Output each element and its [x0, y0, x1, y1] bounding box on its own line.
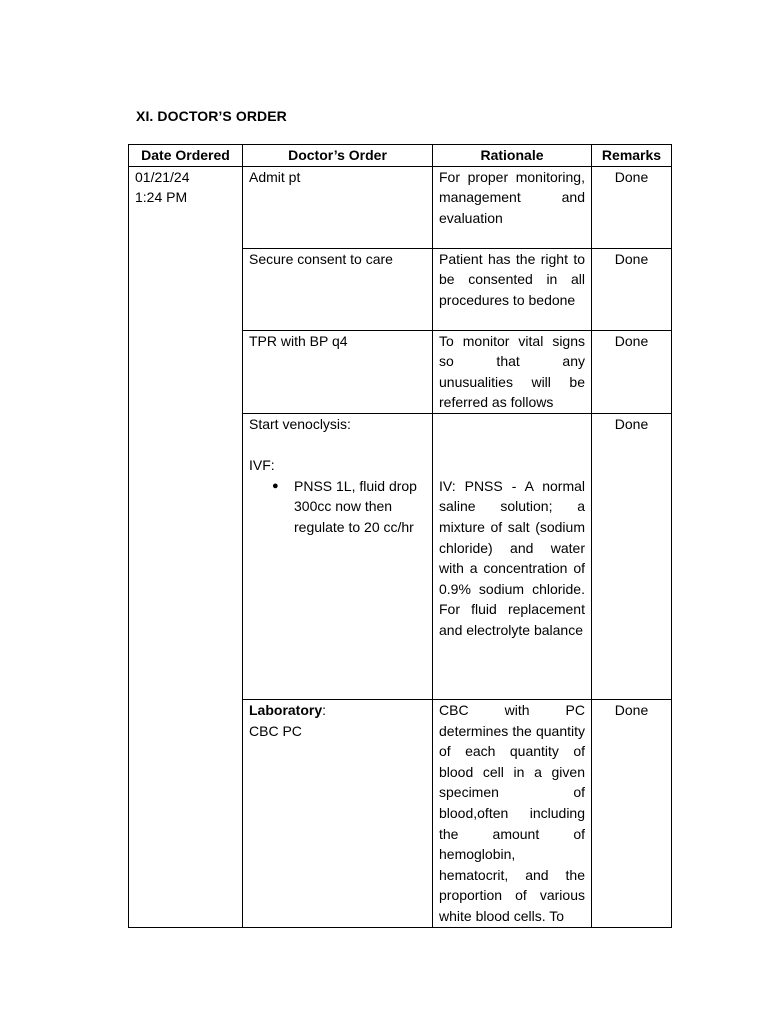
date-ordered-cell	[129, 166, 243, 927]
order-cell	[243, 699, 433, 927]
header-rationale: Rationale	[433, 145, 592, 167]
laboratory-colon: :	[322, 701, 327, 718]
rationale-cell: Patient has the right to be consented in all procedures to bedone	[433, 248, 592, 330]
rationale-text: IV: PNSS - A normal saline solution; a mixture of salt (sodium chloride) and water with a concentration of 0.9% sodium chloride. For fluid replacement and electrolyte balance	[439, 477, 585, 638]
laboratory-heading	[249, 700, 426, 721]
order-date: 01/21/24	[135, 168, 190, 185]
remarks-cell: Done	[592, 330, 672, 413]
rationale-cell: For proper monitoring, management and evaluation	[433, 166, 592, 248]
spacer	[439, 435, 585, 456]
remarks-cell: Done	[592, 166, 672, 248]
ivf-list	[249, 476, 426, 538]
header-doctors-order: Doctor’s Order	[243, 145, 433, 167]
header-remarks: Remarks	[592, 145, 672, 167]
table-row	[129, 166, 672, 248]
venoclysis-title: Start venoclysis:	[249, 415, 351, 432]
spacer	[439, 455, 585, 476]
spacer	[439, 414, 585, 435]
order-time: 1:24 PM	[135, 189, 188, 206]
doctors-order-table	[128, 144, 672, 928]
remarks-cell: Done	[592, 248, 672, 330]
table-header-row	[129, 145, 672, 167]
order-cell: Admit pt	[243, 166, 433, 248]
rationale-cell: CBC with PC determines the quantity of each quantity of blood cell in a given specimen of blood,often including the amount of hemoglobin, hematocrit, and the proportion of various white blood cells. To	[433, 699, 592, 927]
remarks-cell: Done	[592, 699, 672, 927]
laboratory-item: CBC PC	[249, 722, 302, 739]
rationale-cell	[433, 413, 592, 699]
spacer	[249, 435, 426, 456]
ivf-label: IVF:	[249, 457, 275, 474]
list-item: ● PNSS 1L, fluid drop 300cc now then regulate to 20 cc/hr	[294, 476, 426, 538]
order-cell: TPR with BP q4	[243, 330, 433, 413]
order-cell: Secure consent to care	[243, 248, 433, 330]
laboratory-label: Laboratory	[249, 701, 323, 718]
remarks-cell: Done	[592, 413, 672, 699]
order-cell	[243, 413, 433, 699]
page-title: XI. DOCTOR’S ORDER	[136, 108, 287, 124]
header-date-ordered: Date Ordered	[129, 145, 243, 167]
rationale-cell: To monitor vital signs so that any unusualities will be referred as follows	[433, 330, 592, 413]
